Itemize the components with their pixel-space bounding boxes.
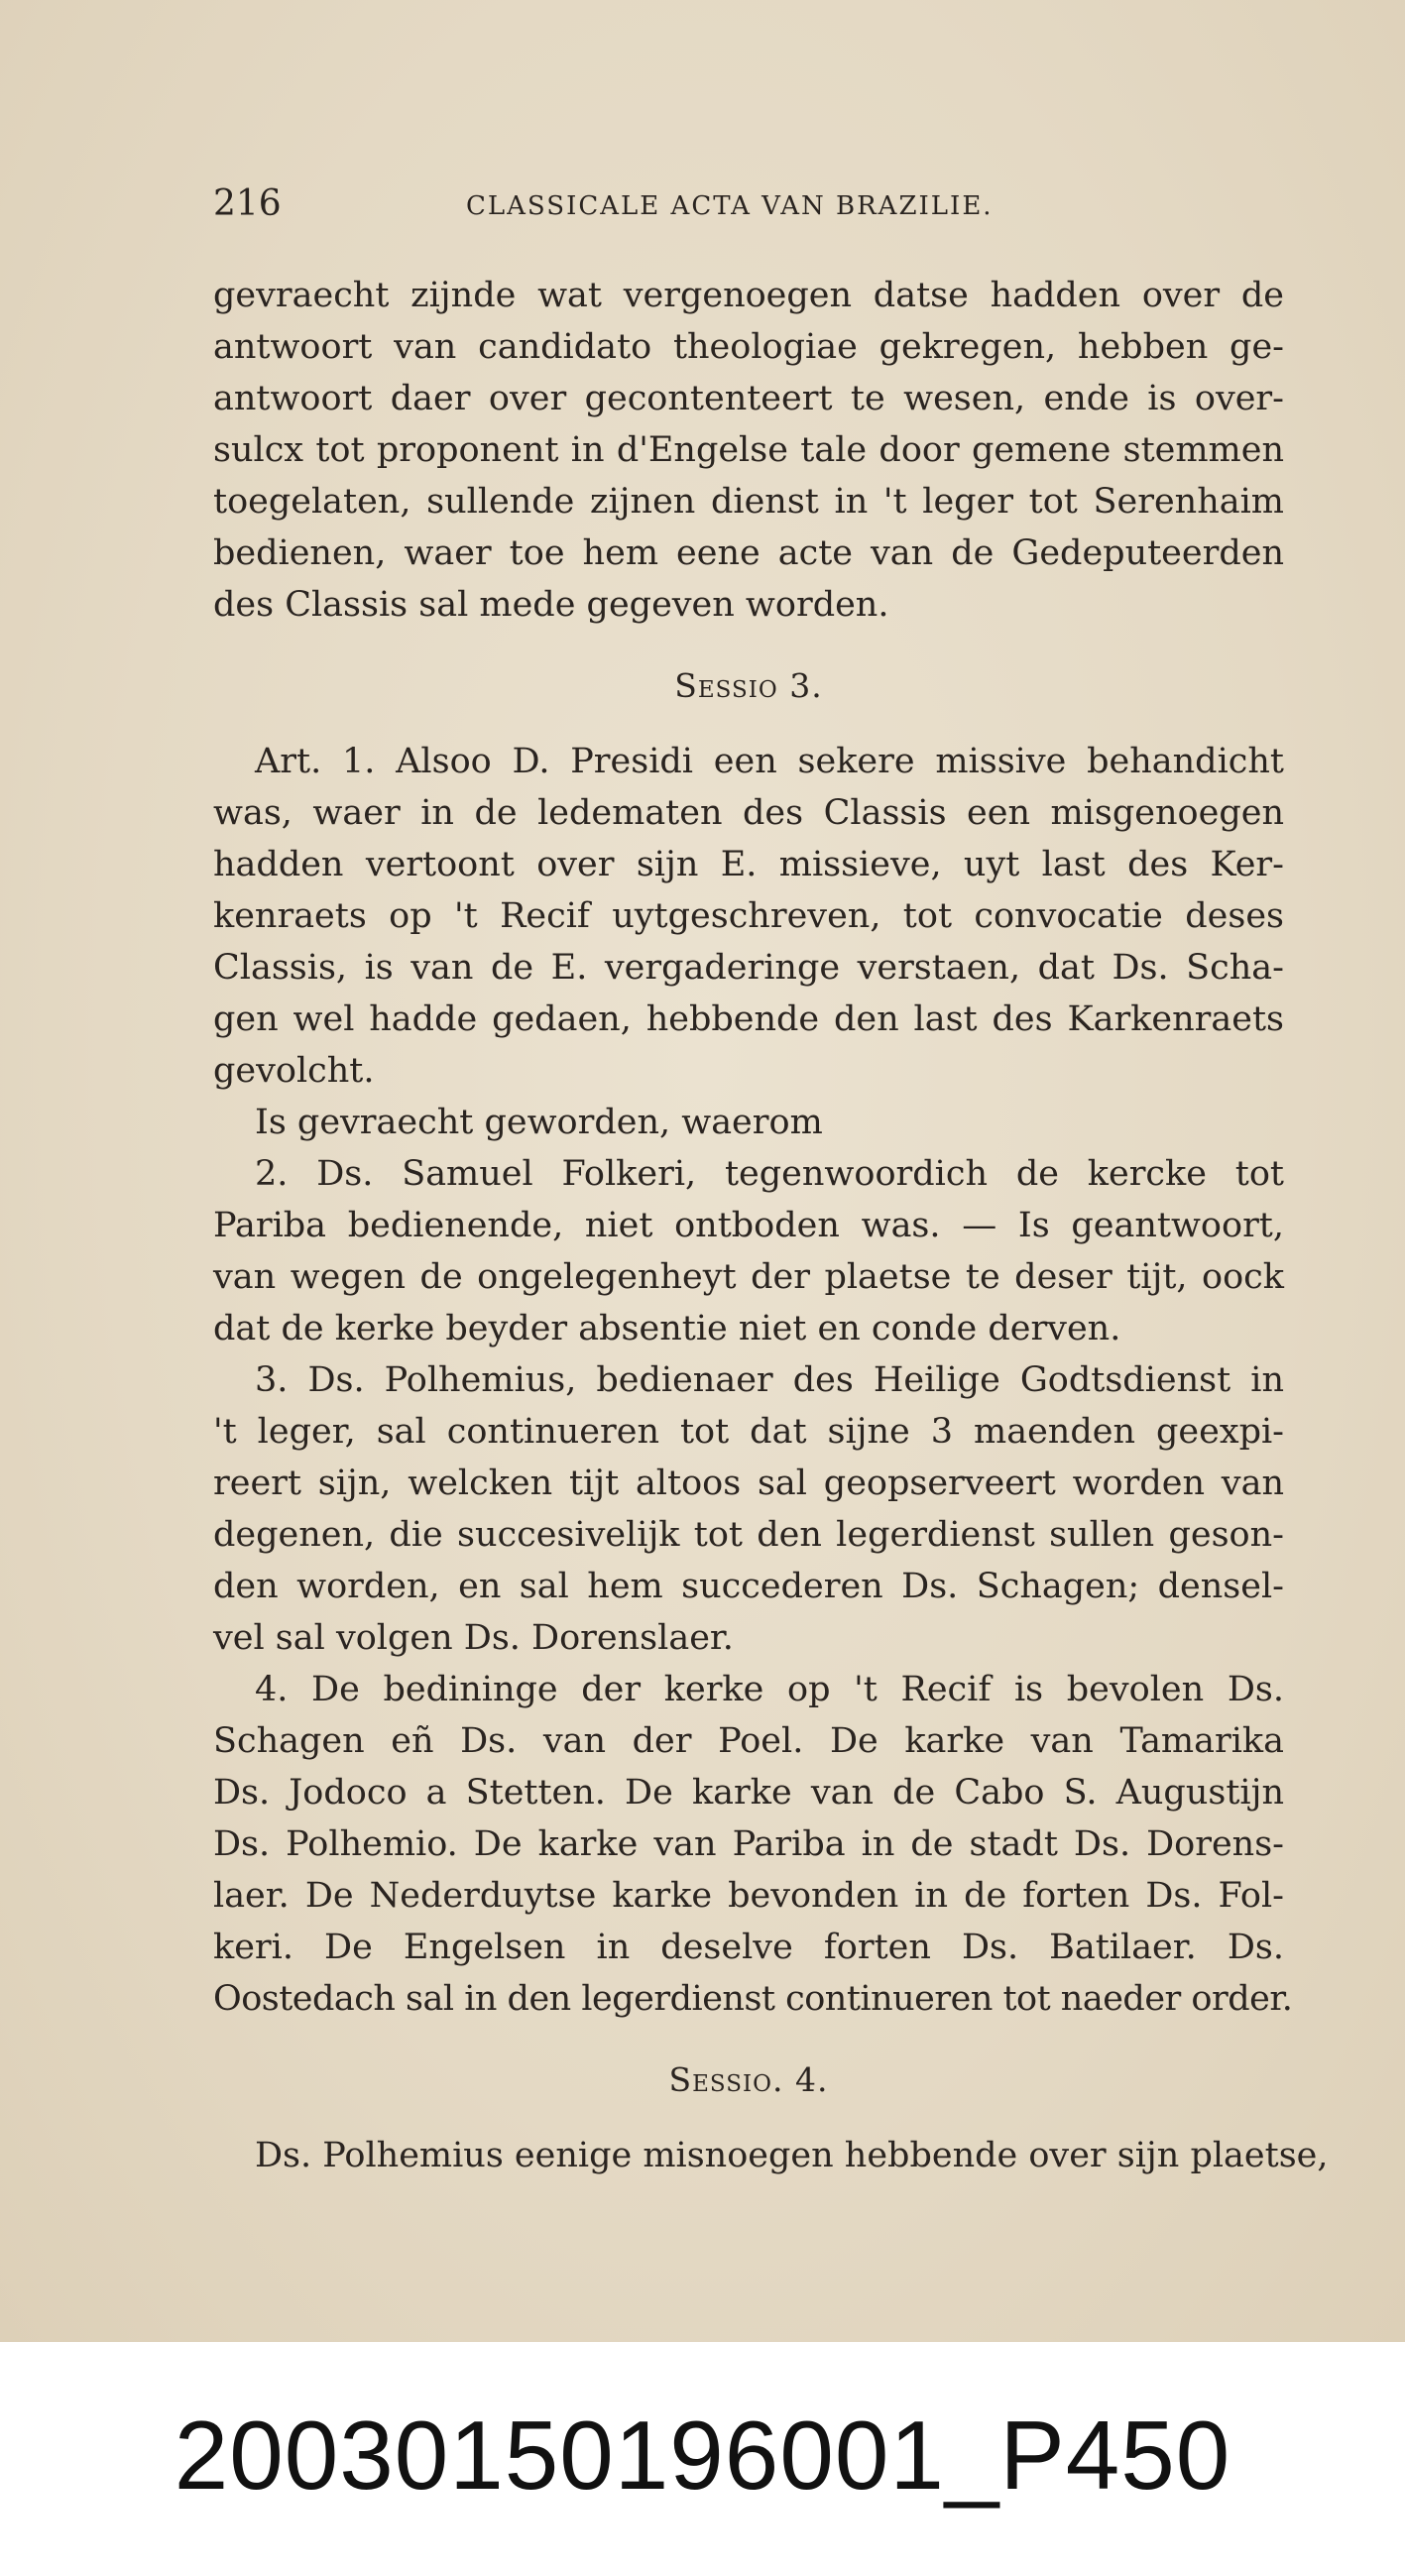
text-line: reert sijn, welcken tijt altoos sal geopserveert worden van: [213, 1464, 1284, 1503]
running-head: [213, 183, 1284, 233]
text-line: was, waer in de ledematen des Classis een misgenoegen: [213, 793, 1284, 833]
text-line: keri. De Engelsen in deselve forten Ds. Batilaer. Ds.: [213, 1928, 1284, 1967]
text-line: Ds. Jodoco a Stetten. De karke van de Cabo S. Augustijn: [213, 1773, 1284, 1813]
text-line: Schagen eñ Ds. van der Poel. De karke van Tamarika: [213, 1721, 1284, 1761]
text-line: gen wel hadde gedaen, hebbende den last des Karkenraets: [213, 999, 1284, 1039]
text-line: Pariba bedienende, niet ontboden was. — Is geantwoort,: [213, 1206, 1284, 1245]
text-line: Art. 1. Alsoo D. Presidi een sekere missive behandicht: [255, 742, 1284, 781]
scan-id-label: 20030150196001_P450: [174, 2400, 1231, 2510]
text-line: laer. De Nederduytse karke bevonden in de forten Ds. Fol-: [213, 1876, 1284, 1916]
text-line: sulcx tot proponent in d'Engelse tale door gemene stemmen: [213, 430, 1284, 470]
text-line: antwoort daer over gecontenteert te wesen, ende is over-: [213, 379, 1284, 418]
text-line: kenraets op 't Recif uytgeschreven, tot convocatie deses: [213, 896, 1284, 936]
text-line: gevraecht zijnde wat vergenoegen datse hadden over de: [213, 276, 1284, 315]
text-line: dat de kerke beyder absentie niet en conde derven.: [213, 1309, 1121, 1348]
section-heading: Sessio. 4.: [668, 2060, 829, 2099]
text-line: Ds. Polhemio. De karke van Pariba in de stadt Ds. Dorens-: [213, 1824, 1284, 1864]
text-line: 2. Ds. Samuel Folkeri, tegenwoordich de kercke tot: [255, 1154, 1284, 1194]
text-line: Oostedach sal in den legerdienst continueren tot naeder order.: [213, 1979, 1293, 2019]
text-line: Classis, is van de E. vergaderinge verstaen, dat Ds. Scha-: [213, 948, 1284, 988]
text-line: 3. Ds. Polhemius, bedienaer des Heilige Godtsdienst in: [255, 1360, 1284, 1400]
text-line: Ds. Polhemius eenige misnoegen hebbende over sijn plaetse,: [255, 2136, 1329, 2175]
text-line: den worden, en sal hem succederen Ds. Schagen; densel-: [213, 1567, 1284, 1606]
text-line: gevolcht.: [213, 1051, 375, 1091]
text-line: des Classis sal mede gegeven worden.: [213, 585, 889, 625]
text-line: Is gevraecht geworden, waerom: [255, 1103, 823, 1142]
section-heading: Sessio 3.: [674, 666, 823, 705]
page-number: 216: [213, 183, 282, 224]
text-line: antwoort van candidato theologiae gekregen, hebben ge-: [213, 327, 1284, 367]
text-line: vel sal volgen Ds. Dorenslaer.: [213, 1618, 734, 1658]
text-line: degenen, die succesivelijk tot den legerdienst sullen geson-: [213, 1515, 1284, 1555]
running-title: CLASSICALE ACTA VAN BRAZILIE.: [466, 191, 994, 221]
text-line: 't leger, sal continueren tot dat sijne 3 maenden geexpi-: [213, 1412, 1284, 1452]
text-line: 4. De bedininge der kerke op 't Recif is bevolen Ds.: [255, 1670, 1284, 1709]
text-line: van wegen de ongelegenheyt der plaetse te deser tijt, oock: [213, 1257, 1284, 1297]
text-line: hadden vertoont over sijn E. missieve, uyt last des Ker-: [213, 845, 1284, 884]
text-line: toegelaten, sullende zijnen dienst in 't leger tot Serenhaim: [213, 482, 1284, 522]
text-line: bedienen, waer toe hem eene acte van de Gedeputeerden: [213, 533, 1284, 573]
